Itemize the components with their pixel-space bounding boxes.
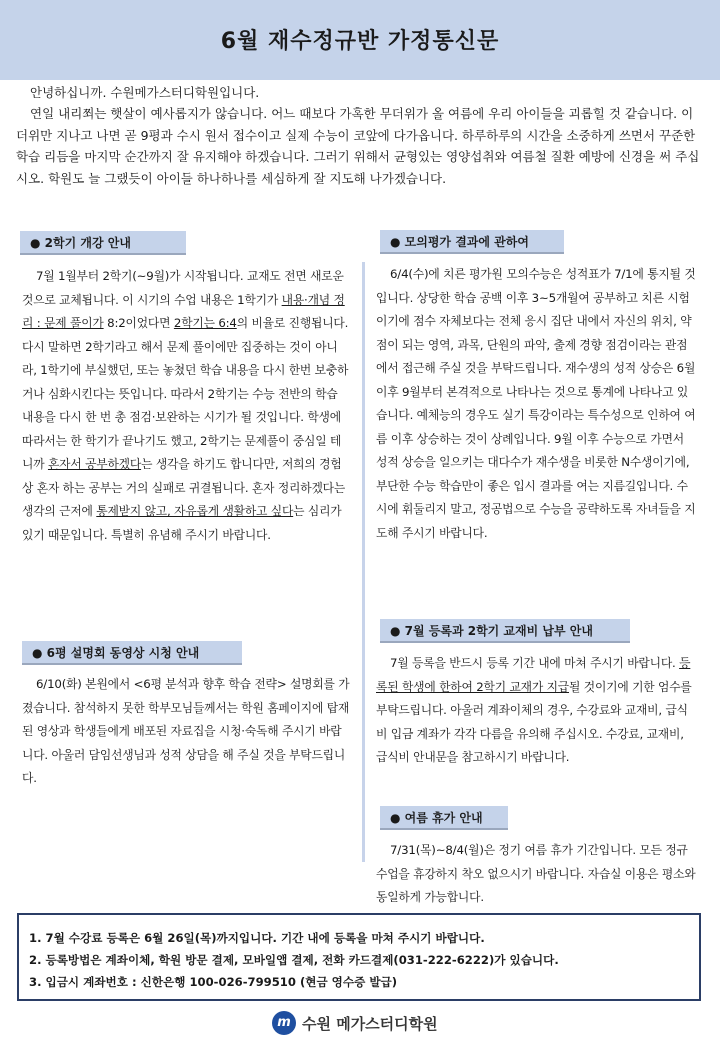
intro-text bbox=[16, 82, 706, 189]
academy-logo bbox=[272, 1010, 438, 1036]
notice-box bbox=[17, 913, 701, 1001]
underlined-text: 내용·개념 정리 : 문제 풀이가 bbox=[22, 292, 345, 330]
vacation-paragraph: 7/31(목)~8/4(월)은 정기 여름 휴가 기간입니다. 모든 정규수업을 휴강하지 착오 없으시기 바랍니다. 자습실 이용은 평소와 동일하게 가능합니다. bbox=[376, 843, 696, 904]
page-title: 6월 재수정규반 가정통신문 bbox=[220, 29, 500, 54]
header-banner bbox=[0, 0, 720, 80]
text-run: 8:2이었다면 bbox=[103, 316, 174, 330]
intro-body: 연일 내리쬐는 햇살이 예사롭지가 않습니다. 어느 때보다 가혹한 무더위가 올 여름에 우리 아이들을 괴롭힐 것 같습니다. 이 더위만 지나고 나면 곧 9평과 수시 원서 접수이고 실제 수능이 코앞에 다가옵니다. 하루하루의 시간을 소중하게 쓰면서 꾸준한 학습 리듬을 마지막 순간까지 잘 유지해야 하겠습니다. 그러기 위해서 균형있는 영양섭취와 여름철 질환 예방에 신경을 써 주십시오. 학원도 늘 그랬듯이 아이들 하나하나를 세심하게 잘 지도해 나가겠습니다. bbox=[16, 106, 700, 186]
text-run: 는 심리가 있기 때문입니다. 특별히 유념해 주시기 바랍니다. bbox=[22, 504, 342, 542]
mock-exam-paragraph: 6/4(수)에 치른 평가원 모의수능은 성적표가 7/1에 통지될 것입니다. 상당한 학습 공백 이후 3~5개월여 공부하고 치른 시험이기에 점수 자체보다는 전체 응시 집단 내에서 자신의 위치, 약점이 되는 영역, 과목, 단원의 파악, 출제 경향 점검이라는 관점에서 접근해 주실 것을 부탁드립니다. 재수생의 성적 상승은 6월 이후 9월부터 본격적으로 나타나는 것으로 통계에 나타나고 있습니다. 예체능의 경우도 실기 특강이라는 특수성으로 인하여 여름 이후 상승하는 것이 상례입니다. 9월 이후 수능으로 가면서 성적 상승을 일으키는 대다수가 재수생을 비롯한 N수생이기에, 부단한 수능 학습만이 좋은 입시 결과를 여는 지름길입니다. 수시에 휘둘리지 말고, 정공법으로 수능을 공략하도록 자녀들을 지도해 주시기 바랍니다. bbox=[376, 267, 696, 540]
underlined-text: 통제받지 않고, 자유롭게 생활하고 싶다 bbox=[96, 504, 294, 518]
notice-item: 2. 등록방법은 계좌이체, 학원 방문 결제, 모바일앱 결제, 전화 카드결제(031-222-6222)가 있습니다. bbox=[29, 953, 559, 967]
text-run: 는 생각을 하기도 합니다만, 저희의 경험상 혼자 하는 공부는 거의 실패로 귀결됩니다. 혼자 정리하겠다는 생각의 근저에 bbox=[22, 457, 346, 518]
section-title-mock-exam: ● 모의평가 결과에 관하여 bbox=[380, 230, 564, 254]
underlined-text: 등록된 학생에 한하여 2학기 교재가 지급 bbox=[376, 656, 691, 694]
underlined-text: 혼자서 공부하겠다 bbox=[47, 457, 142, 471]
section-title-registration: ● 7월 등록과 2학기 교재비 납부 안내 bbox=[380, 619, 630, 643]
section-title-vacation: ● 여름 휴가 안내 bbox=[380, 806, 508, 830]
text-run: 7월 등록을 반드시 등록 기간 내에 마쳐 주시기 바랍니다. bbox=[390, 656, 680, 670]
section-body-mock-exam bbox=[376, 263, 696, 545]
section-body-semester2 bbox=[22, 265, 352, 547]
section-body-briefing bbox=[22, 673, 352, 791]
text-run: 될 것이기에 기한 엄수를 부탁드립니다. 아울러 계좌이체의 경우, 수강료와 교재비, 급식비 입금 계좌가 각각 다름을 유의해 주십시오. 수강료, 교재비, 급식비 안내문을 참고하시기 바랍니다. bbox=[376, 679, 692, 764]
section-body-vacation bbox=[376, 839, 696, 910]
logo-mark-icon: m bbox=[272, 1011, 296, 1035]
section-title-briefing: ● 6평 설명회 동영상 시청 안내 bbox=[22, 641, 242, 665]
text-run: 7월 1월부터 2학기(~9월)가 시작됩니다. 교재도 전면 새로운 것으로 교체됩니다. 이 시기의 수업 내용은 1학기가 bbox=[22, 269, 344, 307]
notice-item: 3. 입금시 계좌번호 : 신한은행 100-026-799510 (현금 영수증 발급) bbox=[29, 975, 398, 989]
briefing-paragraph: 6/10(화) 본원에서 <6평 분석과 향후 학습 전략> 설명회를 가졌습니다. 참석하지 못한 학부모님들께서는 학원 홈페이지에 탑재된 영상과 학생들에게 배포된 자료집을 시청·숙독해 주시기 바랍니다. 아울러 담임선생님과 성적 상담을 해 주실 것을 부탁드립니다. bbox=[22, 677, 350, 785]
notice-item: 1. 7월 수강료 등록은 6월 26일(목)까지입니다. 기간 내에 등록을 마쳐 주시기 바랍니다. bbox=[29, 931, 485, 945]
intro-greeting: 안녕하십니까. 수원메가스터디학원입니다. bbox=[30, 85, 260, 100]
underlined-text: 2학기는 6:4 bbox=[173, 316, 237, 330]
column-divider bbox=[362, 262, 365, 862]
text-run: 의 비율로 진행됩니다. 다시 말하면 2학기라고 해서 문제 풀이에만 집중하는 것이 아니라, 1학기에 부실했던, 또는 놓쳤던 학습 내용을 다시 한번 보충하거나 심화시킨다는 뜻입니다. 따라서 2학기는 수능 전반의 학습 내용을 다시 한 번 총 점검·보완하는 시기가 될 것입니다. 학생에 따라서는 한 학기가 끝나기도 했고, 2학기는 문제풀이 중심일 테니까 bbox=[22, 316, 349, 471]
section-title-semester2: ● 2학기 개강 안내 bbox=[20, 231, 186, 255]
section-body-registration bbox=[376, 652, 696, 770]
logo-text: 수원 메가스터디학원 bbox=[302, 1014, 438, 1033]
